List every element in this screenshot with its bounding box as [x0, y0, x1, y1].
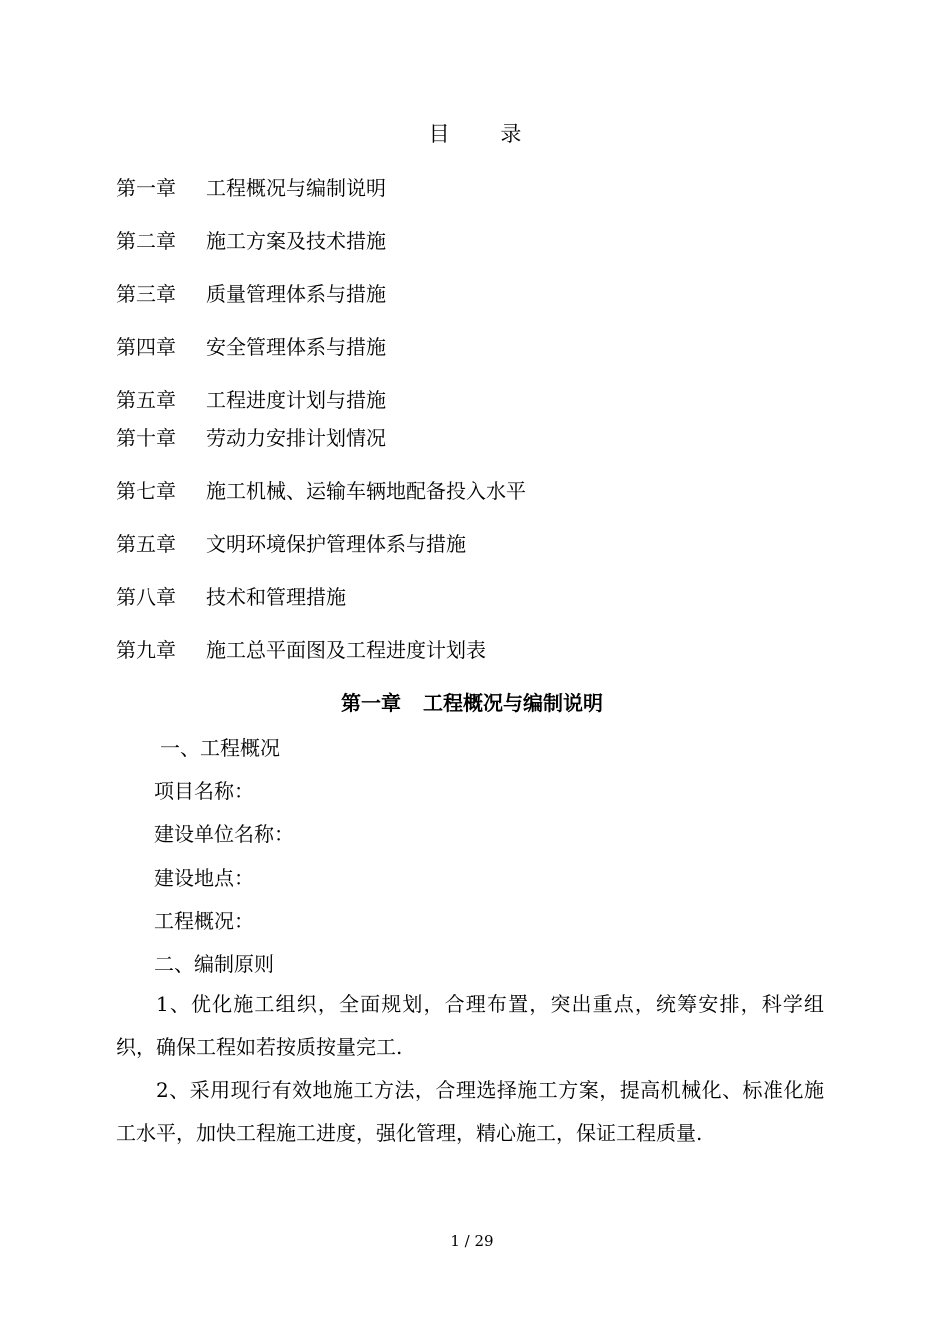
toc-item — [116, 422, 386, 451]
toc-title: 目 录 — [428, 122, 544, 146]
toc-chapter-title: 技术和管理措施 — [206, 585, 346, 609]
field-label: 项目名称： — [154, 779, 254, 803]
toc-chapter-title: 劳动力安排计划情况 — [206, 426, 386, 450]
section-heading: 二、编制原则 — [154, 952, 274, 976]
toc-item — [116, 331, 386, 360]
toc-item — [116, 475, 526, 504]
toc-chapter: 第八章 — [116, 585, 176, 609]
toc-item — [116, 384, 386, 413]
toc-chapter: 第七章 — [116, 479, 176, 503]
toc-chapter-title: 施工方案及技术措施 — [206, 229, 386, 253]
paragraph: 2、采用现行有效地施工方法，合理选择施工方案，提高机械化、标准化施工水平，加快工程施工进度，强化管理，精心施工，保证工程质量. — [116, 1078, 824, 1145]
field-label: 建设单位名称： — [154, 822, 294, 846]
toc-item — [116, 581, 346, 610]
toc-item — [116, 225, 386, 254]
toc-item — [116, 172, 386, 201]
toc-chapter-title: 施工总平面图及工程进度计划表 — [206, 638, 486, 662]
chapter-heading — [0, 687, 944, 716]
toc-item — [116, 528, 466, 557]
toc-chapter-title: 文明环境保护管理体系与措施 — [206, 532, 466, 556]
toc-chapter: 第一章 — [116, 176, 176, 200]
chapter-title: 工程概况与编制说明 — [423, 691, 603, 715]
toc-chapter-title: 安全管理体系与措施 — [206, 335, 386, 359]
toc-chapter: 第五章 — [116, 388, 176, 412]
toc-chapter: 第三章 — [116, 282, 176, 306]
toc-chapter: 第四章 — [116, 335, 176, 359]
toc-item — [116, 278, 386, 307]
toc-chapter-title: 施工机械、运输车辆地配备投入水平 — [206, 479, 526, 503]
toc-chapter: 第九章 — [116, 638, 176, 662]
toc-chapter-title: 工程进度计划与措施 — [206, 388, 386, 412]
chapter-number: 第一章 — [341, 691, 401, 715]
toc-chapter: 第五章 — [116, 532, 176, 556]
section-heading: 一、工程概况 — [160, 736, 280, 760]
page-number: 1 / 29 — [450, 1232, 494, 1250]
toc-item — [116, 634, 486, 663]
paragraph: 1、优化施工组织，全面规划，合理布置，突出重点，统筹安排，科学组织，确保工程如若按质按量完工. — [116, 992, 824, 1059]
toc-chapter-title: 质量管理体系与措施 — [206, 282, 386, 306]
field-label: 工程概况： — [154, 909, 254, 933]
toc-chapter: 第二章 — [116, 229, 176, 253]
toc-chapter: 第十章 — [116, 426, 176, 450]
toc-chapter-title: 工程概况与编制说明 — [206, 176, 386, 200]
field-label: 建设地点： — [154, 866, 254, 890]
